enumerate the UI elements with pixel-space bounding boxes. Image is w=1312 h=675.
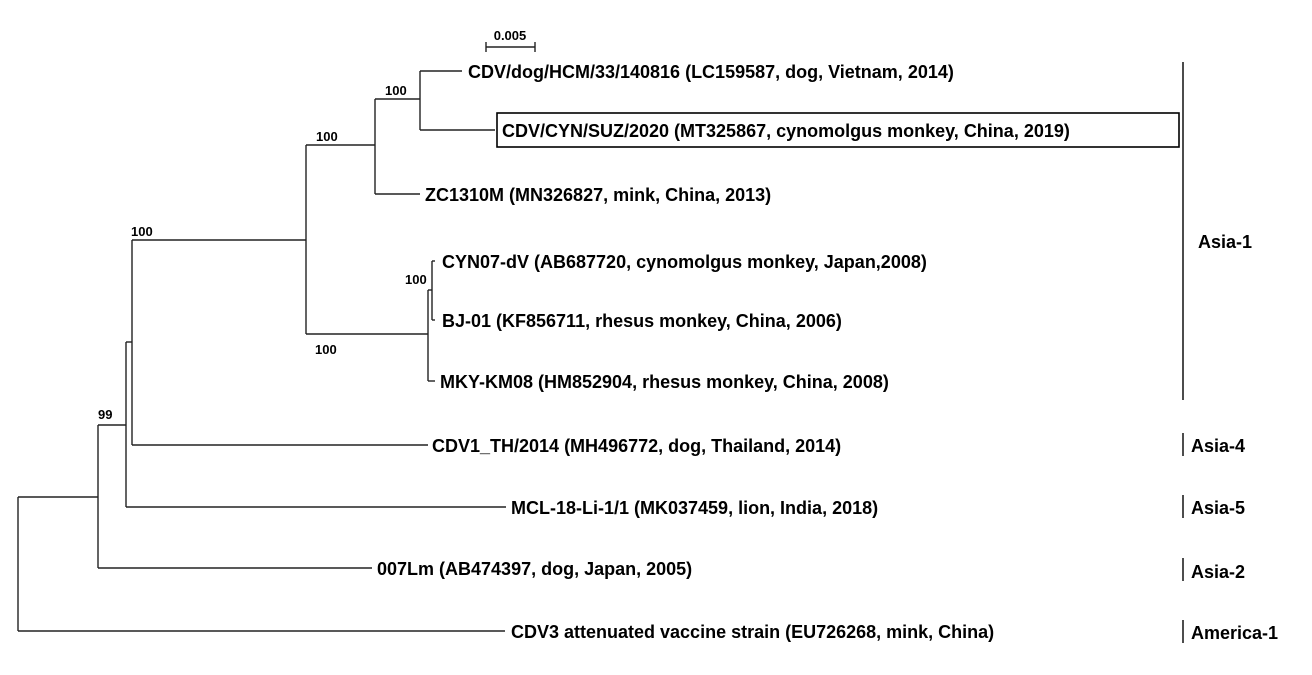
taxon-label-suz: CDV/CYN/SUZ/2020 (MT325867, cynomolgus monkey, China, 2019) bbox=[502, 121, 1070, 141]
clade-label-asia2: Asia-2 bbox=[1191, 562, 1246, 582]
clade-label-asia1: Asia-1 bbox=[1198, 232, 1253, 252]
taxon-labels bbox=[377, 62, 1070, 642]
taxon-label-hcm: CDV/dog/HCM/33/140816 (LC159587, dog, Vietnam, 2014) bbox=[468, 62, 954, 82]
scale-bar bbox=[486, 28, 535, 52]
taxon-label-mky: MKY-KM08 (HM852904, rhesus monkey, China, 2008) bbox=[440, 372, 889, 392]
taxon-label-007lm: 007Lm (AB474397, dog, Japan, 2005) bbox=[377, 559, 693, 579]
taxon-label-cdv3: CDV3 attenuated vaccine strain (EU726268, mink, China) bbox=[511, 622, 995, 642]
taxon-label-zc: ZC1310M (MN326827, mink, China, 2013) bbox=[425, 185, 772, 205]
support-hcm-suz: 100 bbox=[385, 83, 407, 98]
taxon-label-th: CDV1_TH/2014 (MH496772, dog, Thailand, 2014) bbox=[432, 436, 842, 456]
support-hcm-suz-zc: 100 bbox=[316, 129, 338, 144]
clade-annotations bbox=[1183, 62, 1278, 643]
tree-branches bbox=[18, 71, 506, 631]
clade-label-america1: America-1 bbox=[1191, 623, 1279, 643]
support-values bbox=[98, 83, 427, 422]
clade-label-asia4: Asia-4 bbox=[1191, 436, 1246, 456]
clade-label-asia5: Asia-5 bbox=[1191, 498, 1246, 518]
scale-bar-label: 0.005 bbox=[493, 28, 527, 43]
taxon-label-cyn07: CYN07-dV (AB687720, cynomolgus monkey, Japan,2008) bbox=[442, 252, 927, 272]
support-monkey-clade: 100 bbox=[315, 342, 337, 357]
taxon-label-mcl: MCL-18-Li-1/1 (MK037459, lion, India, 2018) bbox=[511, 498, 879, 518]
taxon-label-bj01: BJ-01 (KF856711, rhesus monkey, China, 2006) bbox=[442, 311, 842, 331]
support-outer: 99 bbox=[98, 407, 113, 422]
support-asia1: 100 bbox=[131, 224, 153, 239]
support-cyn-bj: 100 bbox=[405, 272, 427, 287]
